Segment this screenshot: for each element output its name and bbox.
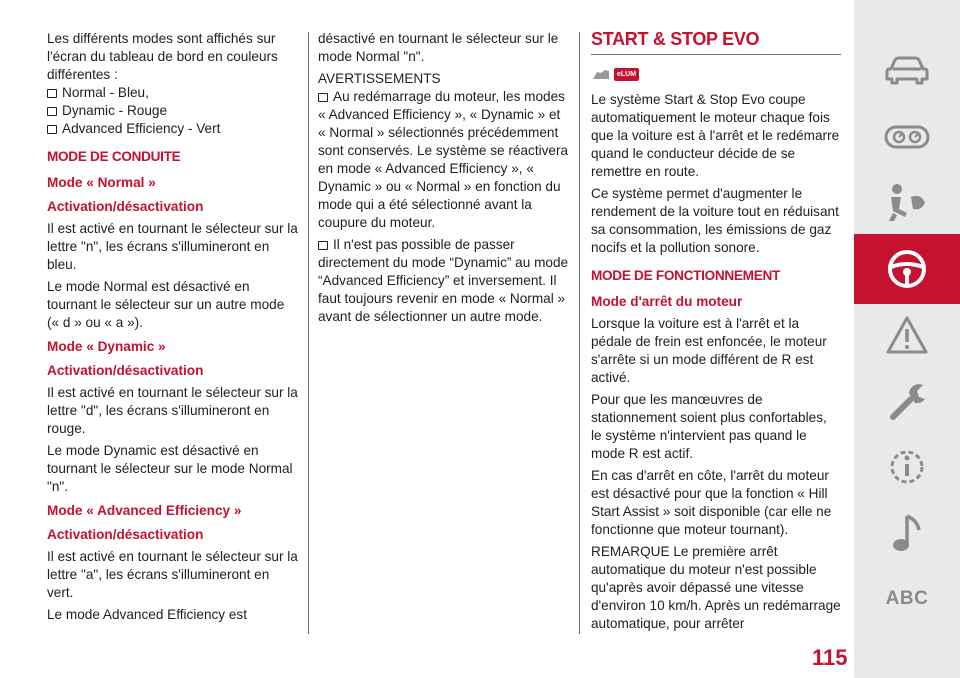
title-rule [591, 54, 841, 55]
chapter-title: START & STOP EVO [591, 29, 760, 49]
paragraph: Le mode Dynamic est désactivé en tournant le sélecteur sur le mode Normal "n". [47, 443, 293, 494]
index-label: ABC [885, 588, 929, 609]
column-1 [47, 30, 299, 628]
engine-icon [591, 67, 611, 81]
music-note-icon [889, 512, 925, 554]
paragraph: Il est activé en tournant le sélecteur sur la lettre "a", les écrans s'illumineront en vert. [47, 549, 298, 600]
engine-icons [591, 63, 841, 85]
sidebar-item-multimedia[interactable] [854, 498, 960, 568]
paragraph: Il est activé en tournant le sélecteur sur la lettre "d", les écrans s'illumineront en rouge. [47, 385, 298, 436]
page-number: 115 [812, 645, 848, 670]
sidebar-item-maintenance[interactable] [854, 366, 960, 436]
column-2 [318, 30, 570, 330]
paragraph: Pour que les manœuvres de stationnement soient plus confortables, le système n'intervient pas quand le mode R est actif. [591, 392, 827, 461]
paragraph: Il est activé en tournant le sélecteur sur la lettre "n", les écrans s'illumineront en bleu. [47, 221, 298, 272]
steering-wheel-icon [886, 248, 928, 290]
sidebar-item-driving[interactable] [854, 234, 960, 304]
sidebar-item-dashboard[interactable] [854, 102, 960, 172]
warning-item: Au redémarrage du moteur, les modes « Advanced Efficiency », « Dynamic » et « Normal » sélectionnés précédemment sont conservés. Le système se réactivera en mode « Advanced Efficiency », « Dynamic » ou « Normal » en fonction du mode qui a été sélectionné avant la coupure du moteur. [318, 89, 569, 230]
checkbox-bullet-icon [318, 93, 328, 102]
list-item: Normal - Bleu, [47, 84, 299, 102]
subsection-title: Mode « Dynamic » [47, 339, 166, 354]
intro-text: Les différents modes sont affichés sur l'écran du tableau de bord en couleurs différentes : [47, 31, 278, 82]
sidebar-item-safety[interactable] [854, 168, 960, 238]
checkbox-bullet-icon [47, 89, 57, 98]
column-3 [591, 30, 841, 637]
paragraph: Le mode Advanced Efficiency est [47, 607, 248, 622]
warnings-title: AVERTISSEMENTS [318, 71, 441, 86]
column-divider [308, 32, 309, 634]
subsection-title: Mode d'arrêt du moteur [591, 294, 743, 309]
section-heading: MODE DE FONCTIONNEMENT [591, 268, 780, 283]
subsection-title: Mode « Advanced Efficiency » [47, 503, 242, 518]
subsection-title: Activation/désactivation [47, 527, 204, 542]
paragraph: En cas d'arrêt en côte, l'arrêt du moteur est désactivé pour que la fonction « Hill Start Assist » soit disponible (car elle ne fonctionne que moteur tournant). [591, 468, 832, 537]
subsection-title: Activation/désactivation [47, 363, 204, 378]
mode-list [47, 84, 299, 138]
sidebar-item-emergency[interactable] [854, 300, 960, 370]
sidebar-item-specifications[interactable] [854, 432, 960, 502]
elum-badge: eLUM [614, 68, 639, 81]
info-gear-icon [885, 445, 929, 489]
checkbox-bullet-icon [318, 241, 328, 250]
subsection-title: Activation/désactivation [47, 199, 204, 214]
paragraph: Le mode Normal est désactivé en tournant le sélecteur sur un autre mode (« d » ou « a »). [47, 279, 285, 330]
dashboard-gauges-icon [884, 125, 930, 149]
checkbox-bullet-icon [47, 107, 57, 116]
subsection-title: Mode « Normal » [47, 175, 156, 190]
seat-safety-icon [885, 183, 929, 223]
paragraph: désactivé en tournant le sélecteur sur le mode Normal "n". [318, 31, 559, 64]
paragraph: Ce système permet d'augmenter le rendement de la voiture tout en réduisant sa consommation, les émissions de gaz nocifs et la pollution sonore. [591, 186, 839, 255]
section-heading: MODE DE CONDUITE [47, 149, 181, 164]
paragraph: Le système Start & Stop Evo coupe automatiquement le moteur chaque fois que la voiture est à l'arrêt et le redémarre quand le conducteur décide de se remettre en route. [591, 92, 840, 179]
paragraph: Lorsque la voiture est à l'arrêt et la pédale de frein est enfoncée, le moteur s'arrête si un mode différent de R est activé. [591, 316, 827, 385]
sidebar-item-index[interactable] [854, 564, 960, 634]
list-item: Advanced Efficiency - Vert [47, 120, 299, 138]
column-divider [579, 32, 580, 634]
warning-triangle-icon [885, 315, 929, 355]
chapter-sidebar [854, 0, 960, 678]
paragraph: REMARQUE Le première arrêt automatique du moteur n'est possible qu'après avoir dépassé une vitesse d'environ 10 km/h. Après un redémarrage automatique, pour arrêter [591, 544, 841, 631]
checkbox-bullet-icon [47, 125, 57, 134]
car-icon [884, 55, 930, 87]
wrench-icon [885, 379, 929, 423]
sidebar-item-vehicle[interactable] [854, 36, 960, 106]
list-item: Dynamic - Rouge [47, 102, 299, 120]
warning-item: Il n'est pas possible de passer directement du mode “Dynamic” au mode “Advanced Efficiency” et inversement. Il faut toujours revenir en mode « Normal » avant de sélectionner un autre mode. [318, 237, 569, 324]
